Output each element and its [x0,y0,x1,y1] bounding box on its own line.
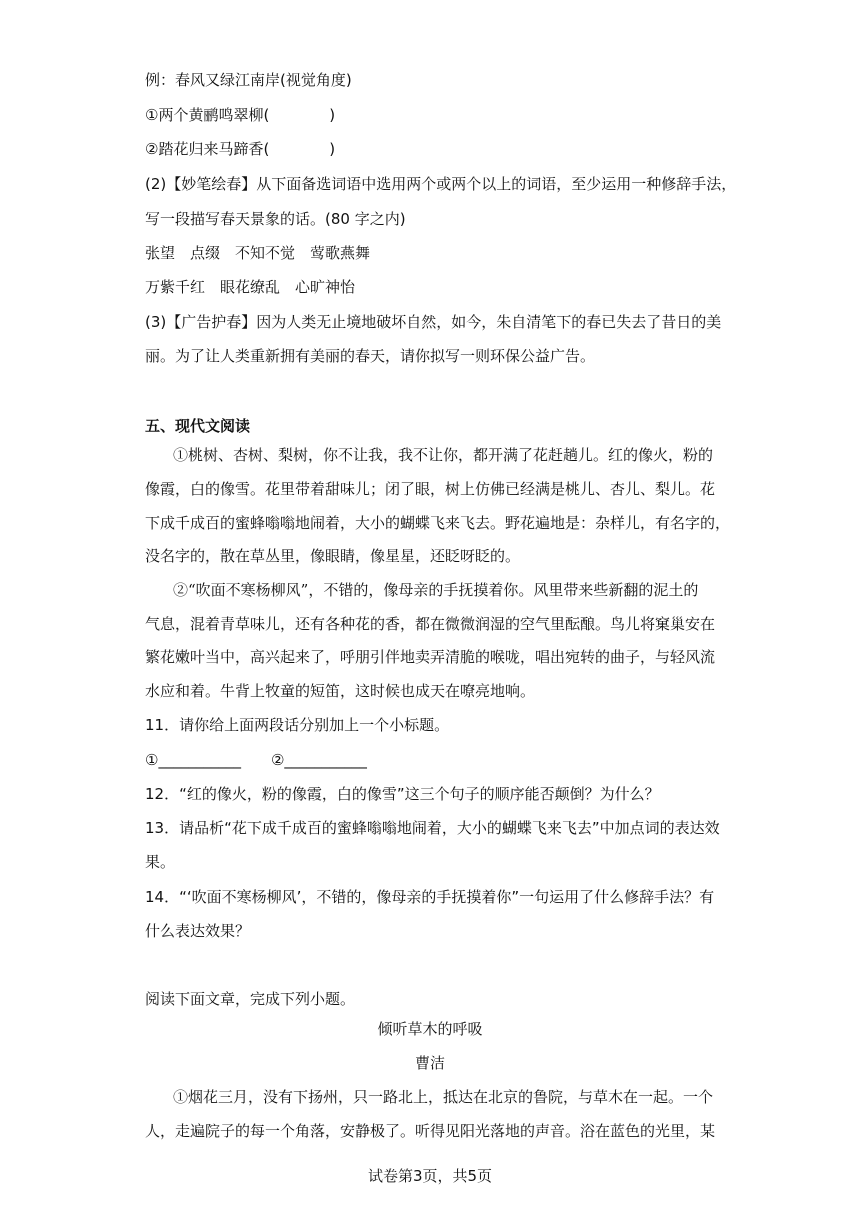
question-2-line-1: (2)【妙笔绘春】从下面备选词语中选用两个或两个以上的词语，至少运用一种修辞手法， [145,175,737,193]
article-para-1-line-2: 人，走遍院子的每一个角落，安静极了。听得见阳光落地的声音。浴在蓝色的光里，某 [145,1122,716,1140]
item-1-line: ①两个黄鹂鸣翠柳( ) [145,106,336,124]
example-line: 例：春风又绿江南岸(视觉角度) [145,71,352,89]
article-para-1-line-1: ①烟花三月，没有下扬州，只一路北上，抵达在北京的鲁院，与草木在一起。一个 [173,1088,714,1106]
word-list-line-1: 张望 点缀 不知不觉 莺歌燕舞 [145,244,371,262]
question-12: 12．“红的像火，粉的像霞，白的像雪”这三个句子的顺序能否颠倒？为什么？ [145,785,660,803]
reading-instruction: 阅读下面文章，完成下列小题。 [145,990,356,1008]
question-2-line-2: 写一段描写春天景象的话。(80 字之内) [145,210,406,228]
question-13-line-2: 果。 [145,853,176,871]
passage-para-1-line-3: 下成千成百的蜜蜂嗡嗡地闹着，大小的蝴蝶飞来飞去。野花遍地是：杂样儿，有名字的， [145,514,731,532]
question-3-line-1: (3)【广告护春】因为人类无止境地破坏自然，如今，朱自清笔下的春已失去了昔日的美 [145,313,722,331]
page-footer: 试卷第3页，共5页 [367,1167,493,1185]
word-list-line-2: 万紫千红 眼花缭乱 心旷神怡 [145,278,356,296]
section-heading: 五、现代文阅读 [145,417,251,435]
passage-para-2-line-3: 繁花嫩叶当中，高兴起来了，呼朋引伴地卖弄清脆的喉咙，唱出宛转的曲子，与轻风流 [145,648,716,666]
question-11: 11．请你给上面两段话分别加上一个小标题。 [145,716,450,734]
passage-para-1-line-1: ①桃树、杏树、梨树，你不让我，我不让你，都开满了花赶趟儿。红的像火，粉的 [173,446,714,464]
passage-para-2-line-1: ②“吹面不寒杨柳风”，不错的，像母亲的手抚摸着你。风里带来些新翻的泥土的 [173,581,699,599]
passage-para-2-line-4: 水应和着。牛背上牧童的短笛，这时候也成天在嘹亮地响。 [145,682,536,700]
passage-para-1-line-2: 像霞，白的像雪。花里带着甜味儿；闭了眼，树上仿佛已经满是桃儿、杏儿、梨儿。花 [145,480,716,498]
question-13-line-1: 13．请品析“花下成千成百的蜜蜂嗡嗡地闹着，大小的蝴蝶飞来飞去”中加点词的表达效 [145,819,720,837]
item-2-line: ②踏花归来马蹄香( ) [145,140,336,158]
question-3-line-2: 丽。为了让人类重新拥有美丽的春天，请你拟写一则环保公益广告。 [145,347,596,365]
question-14-line-2: 什么表达效果？ [145,922,251,940]
question-11-blanks: ①___________ ②___________ [145,751,367,769]
passage-para-2-line-2: 气息，混着青草味儿，还有各种花的香，都在微微润湿的空气里酝酿。鸟儿将窠巢安在 [145,615,716,633]
passage-para-1-line-4: 没名字的，散在草丛里，像眼睛，像星星，还眨呀眨的。 [145,547,521,565]
article-author: 曹洁 [414,1054,445,1072]
article-title: 倾听草木的呼吸 [377,1020,483,1038]
question-14-line-1: 14．“‘吹面不寒杨柳风’，不错的，像母亲的手抚摸着你”一句运用了什么修辞手法？有 [145,888,715,906]
